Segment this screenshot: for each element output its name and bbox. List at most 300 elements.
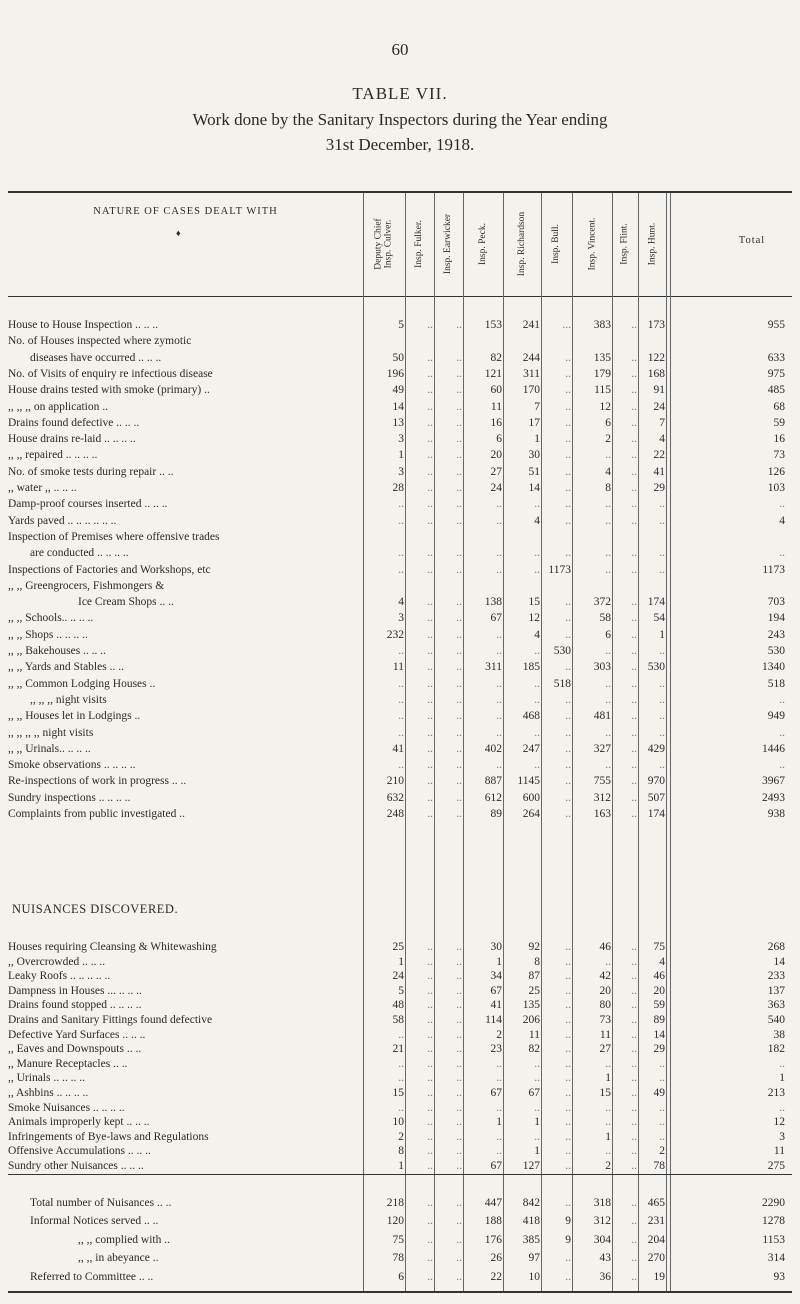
table-row <box>8 1233 792 1248</box>
totals-top-rule <box>8 1174 792 1175</box>
table-row <box>8 677 792 692</box>
row-cell: .. <box>631 1116 637 1129</box>
row-cell: .. <box>427 1087 433 1099</box>
row-cell: 3 <box>398 465 404 478</box>
row-label: ,, ,, Yards and Stables .. .. <box>8 661 124 674</box>
row-cell: 67 <box>490 1087 502 1099</box>
row-cell: .. <box>565 775 571 788</box>
row-cell: 518 <box>767 677 785 690</box>
row-cell: 121 <box>484 367 502 380</box>
row-cell: .. <box>496 547 502 560</box>
row-cell: .. <box>427 367 433 380</box>
row-cell: .. <box>427 547 433 560</box>
row-cell: .. <box>456 955 462 968</box>
table-bottom-rule <box>8 1291 792 1293</box>
row-cell: 58 <box>392 1014 404 1026</box>
row-cell: 29 <box>653 482 665 494</box>
row-cell: .. <box>456 367 462 380</box>
row-cell: .. <box>565 1043 571 1056</box>
row-cell: 36 <box>599 1270 611 1283</box>
row-cell: .. <box>427 693 433 706</box>
column-header <box>468 194 498 294</box>
row-cell: .. <box>565 1270 571 1283</box>
row-cell: .. <box>456 319 462 331</box>
row-cell: 24 <box>653 400 665 413</box>
row-cell: 1340 <box>762 661 785 674</box>
row-cell: 46 <box>653 970 665 983</box>
row-cell: 1153 <box>762 1233 785 1246</box>
row-cell: .. <box>565 1057 571 1070</box>
row-cell: .. <box>631 1072 637 1085</box>
row-cell: .. <box>631 1057 637 1070</box>
row-cell: 25 <box>392 941 404 953</box>
row-cell: .. <box>456 970 462 983</box>
table-row <box>8 448 792 463</box>
row-label: Dampness in Houses ... .. .. .. <box>8 984 142 997</box>
header-nature-of-cases: NATURE OF CASES DEALT WITH <box>93 206 278 217</box>
row-cell: .. <box>605 759 611 772</box>
row-cell: 12 <box>528 612 540 625</box>
table-row <box>8 1086 792 1101</box>
row-cell: 938 <box>767 808 785 820</box>
row-cell: 540 <box>767 1014 785 1026</box>
row-cell: 11 <box>490 400 502 413</box>
row-label: ,, ,, ,, ,, night visits <box>8 726 94 739</box>
row-cell: 233 <box>767 970 785 983</box>
row-label: Complaints from public investigated .. <box>8 808 185 820</box>
table-row <box>8 807 792 822</box>
row-cell: .. <box>565 612 571 625</box>
row-cell: 1173 <box>548 563 571 576</box>
row-cell: .. <box>631 808 637 820</box>
row-cell: 5 <box>398 984 404 997</box>
row-cell: 6 <box>605 628 611 641</box>
row-cell: .. <box>427 775 433 788</box>
row-cell: 30 <box>490 941 502 953</box>
column-header-line: Insp. Fulker. <box>414 220 425 268</box>
row-cell: .. <box>456 661 462 674</box>
row-cell: 632 <box>386 791 404 804</box>
table-row <box>8 940 792 955</box>
column-header-text <box>414 220 424 268</box>
row-cell: .. <box>496 710 502 723</box>
row-label: ,, ,, ,, on application .. <box>8 400 108 413</box>
row-cell: .. <box>659 498 665 511</box>
row-cell: .. <box>427 1116 433 1129</box>
row-label: are conducted .. .. .. .. <box>30 547 129 560</box>
row-cell: 135 <box>522 999 540 1012</box>
table-row <box>8 1251 792 1266</box>
row-cell: .. <box>565 547 571 560</box>
row-cell: .. <box>565 400 571 413</box>
row-label: Smoke Nuisances .. .. .. .. <box>8 1101 125 1114</box>
row-cell: 58 <box>599 612 611 625</box>
row-cell: .. <box>534 547 540 560</box>
row-cell: 4 <box>659 955 665 968</box>
row-cell: 43 <box>599 1252 611 1265</box>
row-cell: 612 <box>484 791 502 804</box>
row-label: No. of smoke tests during repair .. .. <box>8 465 174 478</box>
row-cell: .. <box>565 416 571 429</box>
row-cell: 2 <box>605 1160 611 1172</box>
row-cell: .. <box>456 808 462 820</box>
table-row <box>8 351 792 366</box>
table-title: TABLE VII. <box>352 84 448 103</box>
row-cell: 1278 <box>762 1215 785 1228</box>
row-cell: 26 <box>490 1252 502 1265</box>
row-cell: 19 <box>653 1270 665 1283</box>
row-cell: 8 <box>534 955 540 968</box>
row-cell: .. <box>565 498 571 511</box>
row-cell: .. <box>496 677 502 690</box>
row-cell: 231 <box>647 1215 665 1228</box>
row-cell: 4 <box>605 465 611 478</box>
row-cell: .. <box>565 999 571 1012</box>
row-cell: 8 <box>605 482 611 494</box>
row-label: ,, ,, in abeyance .. <box>78 1252 159 1265</box>
row-cell: .. <box>456 775 462 788</box>
row-cell: .. <box>398 1028 404 1041</box>
column-header-text <box>443 214 453 274</box>
row-cell: 67 <box>528 1087 540 1099</box>
row-cell: .. <box>496 645 502 657</box>
row-cell: .. <box>427 498 433 511</box>
row-cell: 372 <box>593 596 611 609</box>
row-cell: .. <box>631 1130 637 1143</box>
row-cell: 1173 <box>762 563 785 576</box>
row-cell: .. <box>427 1252 433 1265</box>
row-cell: 1145 <box>517 775 540 788</box>
header-mark: ♦ <box>176 228 181 238</box>
row-cell: 4 <box>398 596 404 609</box>
row-cell: .. <box>565 970 571 983</box>
row-cell: 170 <box>522 384 540 397</box>
row-cell: .. <box>631 1145 637 1158</box>
row-cell: 1446 <box>762 742 785 755</box>
row-cell: .. <box>631 999 637 1012</box>
row-cell: .. <box>659 677 665 690</box>
row-cell: 16 <box>773 433 785 446</box>
row-cell: .. <box>631 1233 637 1246</box>
row-cell: .. <box>427 514 433 527</box>
row-cell: .. <box>631 645 637 657</box>
row-cell: 14 <box>773 955 785 968</box>
row-cell: 82 <box>528 1043 540 1056</box>
row-cell: 1 <box>398 449 404 462</box>
row-cell: .. <box>631 351 637 364</box>
row-cell: .. <box>427 482 433 494</box>
row-cell: .. <box>565 742 571 755</box>
row-cell: .. <box>427 999 433 1012</box>
row-cell: 247 <box>522 742 540 755</box>
row-cell: 9 <box>565 1233 571 1246</box>
row-cell: 275 <box>767 1160 785 1172</box>
row-cell: 80 <box>599 999 611 1012</box>
row-cell: 30 <box>528 449 540 462</box>
row-cell: .. <box>456 1145 462 1158</box>
table-row <box>8 709 792 724</box>
row-cell: 14 <box>653 1028 665 1041</box>
row-cell: 114 <box>485 1014 502 1026</box>
table-row <box>8 998 792 1013</box>
row-label: ,, ,, Bakehouses .. .. .. <box>8 645 107 657</box>
row-cell: 20 <box>599 984 611 997</box>
row-cell: .. <box>456 1130 462 1143</box>
table-row <box>8 465 792 480</box>
row-cell: 600 <box>522 791 540 804</box>
row-cell: 311 <box>523 367 540 380</box>
row-cell: .. <box>534 677 540 690</box>
row-cell: .. <box>456 400 462 413</box>
row-cell: .. <box>659 645 665 657</box>
row-cell: .. <box>427 416 433 429</box>
row-cell: .. <box>631 416 637 429</box>
row-cell: .. <box>534 1072 540 1085</box>
row-cell: .. <box>565 984 571 997</box>
row-cell: 10 <box>392 1116 404 1129</box>
row-cell: .. <box>427 1057 433 1070</box>
row-cell: .. <box>427 1028 433 1041</box>
row-cell: 59 <box>653 999 665 1012</box>
row-cell: .. <box>427 984 433 997</box>
row-cell: .. <box>605 563 611 576</box>
row-cell: 1 <box>605 1130 611 1143</box>
column-header-line: Insp. Peck. <box>478 223 489 265</box>
table-row <box>8 693 792 708</box>
row-cell: 312 <box>593 791 611 804</box>
column-header <box>433 194 463 294</box>
row-cell: .. <box>456 1215 462 1228</box>
row-cell: .. <box>605 955 611 968</box>
row-cell: 2 <box>659 1145 665 1158</box>
row-cell: 264 <box>522 808 540 820</box>
row-cell: 1 <box>779 1072 785 1085</box>
row-label: Houses requiring Cleansing & Whitewashing <box>8 941 217 953</box>
row-label: House to House Inspection .. .. .. <box>8 319 159 331</box>
row-cell: 41 <box>392 742 404 755</box>
row-cell: 210 <box>386 775 404 788</box>
row-cell: .. <box>631 677 637 690</box>
row-cell: .. <box>605 1101 611 1114</box>
row-cell: .. <box>427 351 433 364</box>
row-cell: .. <box>496 759 502 772</box>
row-cell: 194 <box>767 612 785 625</box>
row-cell: .. <box>456 1197 462 1209</box>
table-row <box>8 644 792 659</box>
row-cell: .. <box>631 547 637 560</box>
row-cell: .. <box>534 1057 540 1070</box>
row-cell: 241 <box>522 319 540 331</box>
row-label: ,, ,, Schools.. .. .. .. <box>8 612 94 625</box>
row-cell: 75 <box>653 941 665 953</box>
row-cell: .. <box>427 433 433 446</box>
row-cell: .. <box>456 1014 462 1026</box>
row-cell: 507 <box>647 791 665 804</box>
row-cell: .. <box>496 1145 502 1158</box>
row-cell: .. <box>496 1130 502 1143</box>
row-cell: .. <box>427 596 433 609</box>
row-cell: 153 <box>484 319 502 331</box>
row-cell: .. <box>565 1072 571 1085</box>
row-cell: .. <box>427 1233 433 1246</box>
row-cell: .. <box>456 384 462 397</box>
row-cell: 21 <box>392 1043 404 1056</box>
row-cell: .. <box>631 628 637 641</box>
row-cell: .. <box>456 710 462 723</box>
row-cell: .. <box>631 661 637 674</box>
row-cell: ... <box>562 319 571 331</box>
row-cell: 755 <box>593 775 611 788</box>
row-cell: 15 <box>599 1087 611 1099</box>
row-cell: .. <box>631 955 637 968</box>
row-cell: .. <box>456 1233 462 1246</box>
row-cell: 27 <box>599 1043 611 1056</box>
table-row <box>8 758 792 773</box>
row-cell: .. <box>631 970 637 983</box>
row-label: ,, ,, Common Lodging Houses .. <box>8 677 156 690</box>
row-cell: 8 <box>398 1145 404 1158</box>
row-cell: 314 <box>767 1252 785 1265</box>
row-cell: 3967 <box>762 775 785 788</box>
row-cell: .. <box>631 498 637 511</box>
row-cell: .. <box>631 1160 637 1172</box>
row-label: Defective Yard Surfaces .. .. .. <box>8 1028 146 1041</box>
column-header-text <box>478 223 488 265</box>
page-number: 60 <box>391 40 409 59</box>
row-label: ,, ,, Houses let in Lodgings .. <box>8 710 141 723</box>
row-cell: 204 <box>647 1233 665 1246</box>
row-cell: 2290 <box>762 1197 785 1209</box>
row-cell: .. <box>534 1130 540 1143</box>
row-cell: 1 <box>496 955 502 968</box>
row-cell: .. <box>631 384 637 397</box>
row-cell: .. <box>456 645 462 657</box>
row-cell: .. <box>427 1160 433 1172</box>
row-cell: .. <box>659 1072 665 1085</box>
row-cell: .. <box>565 791 571 804</box>
row-cell: 244 <box>522 351 540 364</box>
row-cell: .. <box>456 941 462 953</box>
row-cell: .. <box>605 726 611 739</box>
row-cell: .. <box>427 808 433 820</box>
row-cell: .. <box>456 351 462 364</box>
row-cell: 1 <box>534 1145 540 1158</box>
row-cell: .. <box>427 1101 433 1114</box>
row-label: ,, Ashbins .. .. .. .. <box>8 1087 89 1099</box>
row-cell: 67 <box>490 984 502 997</box>
row-cell: 383 <box>593 319 611 331</box>
row-cell: 20 <box>490 449 502 462</box>
column-header-line: Insp. Culver. <box>384 219 395 269</box>
table-row <box>8 611 792 626</box>
table-row <box>8 1115 792 1130</box>
row-cell: .. <box>427 400 433 413</box>
row-cell: 29 <box>653 1043 665 1056</box>
row-cell: 168 <box>647 367 665 380</box>
row-cell: 122 <box>647 351 665 364</box>
row-cell: 137 <box>767 984 785 997</box>
row-cell: 955 <box>767 319 785 331</box>
row-cell: .. <box>398 693 404 706</box>
row-cell: 176 <box>484 1233 502 1246</box>
column-header-line: Insp. Vincent. <box>587 217 598 271</box>
row-label: No. of Visits of enquiry re infectious disease <box>8 367 213 380</box>
table-row <box>8 595 792 610</box>
row-cell: .. <box>565 808 571 820</box>
table-row <box>8 383 792 398</box>
row-cell: .. <box>398 1101 404 1114</box>
row-label: Inspection of Premises where offensive trades <box>8 530 220 543</box>
row-cell: 163 <box>593 808 611 820</box>
row-cell: 318 <box>593 1197 611 1209</box>
row-cell: .. <box>456 984 462 997</box>
row-cell: .. <box>631 742 637 755</box>
row-cell: 4 <box>659 433 665 446</box>
row-cell: 67 <box>490 612 502 625</box>
row-cell: 11 <box>599 1028 611 1041</box>
row-cell: .. <box>605 1116 611 1129</box>
row-label: ,, ,, ,, night visits <box>30 693 107 706</box>
row-cell: 120 <box>386 1215 404 1228</box>
row-cell: .. <box>398 710 404 723</box>
row-cell: .. <box>456 1270 462 1283</box>
row-cell: 15 <box>392 1087 404 1099</box>
row-cell: 42 <box>599 970 611 983</box>
row-cell: .. <box>631 612 637 625</box>
row-cell: 6 <box>605 416 611 429</box>
row-cell: 78 <box>392 1252 404 1265</box>
row-cell: 73 <box>599 1014 611 1026</box>
row-cell: .. <box>496 1072 502 1085</box>
row-cell: .. <box>456 628 462 641</box>
row-cell: 48 <box>392 999 404 1012</box>
column-header <box>637 194 667 294</box>
row-cell: 468 <box>522 710 540 723</box>
row-cell: .. <box>565 1116 571 1129</box>
row-cell: 429 <box>647 742 665 755</box>
row-cell: .. <box>565 514 571 527</box>
row-cell: .. <box>456 449 462 462</box>
row-cell: .. <box>631 1014 637 1026</box>
row-cell: .. <box>565 726 571 739</box>
table-row <box>8 1214 792 1229</box>
row-label: Drains found stopped .. .. .. .. <box>8 999 142 1012</box>
row-cell: .. <box>398 677 404 690</box>
row-cell: 304 <box>593 1233 611 1246</box>
row-cell: .. <box>659 1057 665 1070</box>
row-cell: 970 <box>647 775 665 788</box>
row-cell: .. <box>398 759 404 772</box>
row-cell: .. <box>565 482 571 494</box>
row-label: ,, Urinals .. .. .. .. <box>8 1072 85 1085</box>
row-cell: 402 <box>484 742 502 755</box>
row-cell: .. <box>427 710 433 723</box>
table-row <box>8 514 792 529</box>
row-cell: 518 <box>553 677 571 690</box>
row-cell: .. <box>659 1116 665 1129</box>
row-cell: .. <box>456 677 462 690</box>
row-cell: .. <box>631 465 637 478</box>
row-cell: .. <box>631 433 637 446</box>
row-cell: .. <box>605 677 611 690</box>
row-cell: .. <box>631 710 637 723</box>
table-row <box>8 1144 792 1159</box>
row-cell: 54 <box>653 612 665 625</box>
table-row <box>8 955 792 970</box>
row-cell: 49 <box>653 1087 665 1099</box>
row-cell: .. <box>398 498 404 511</box>
row-cell: .. <box>456 1043 462 1056</box>
